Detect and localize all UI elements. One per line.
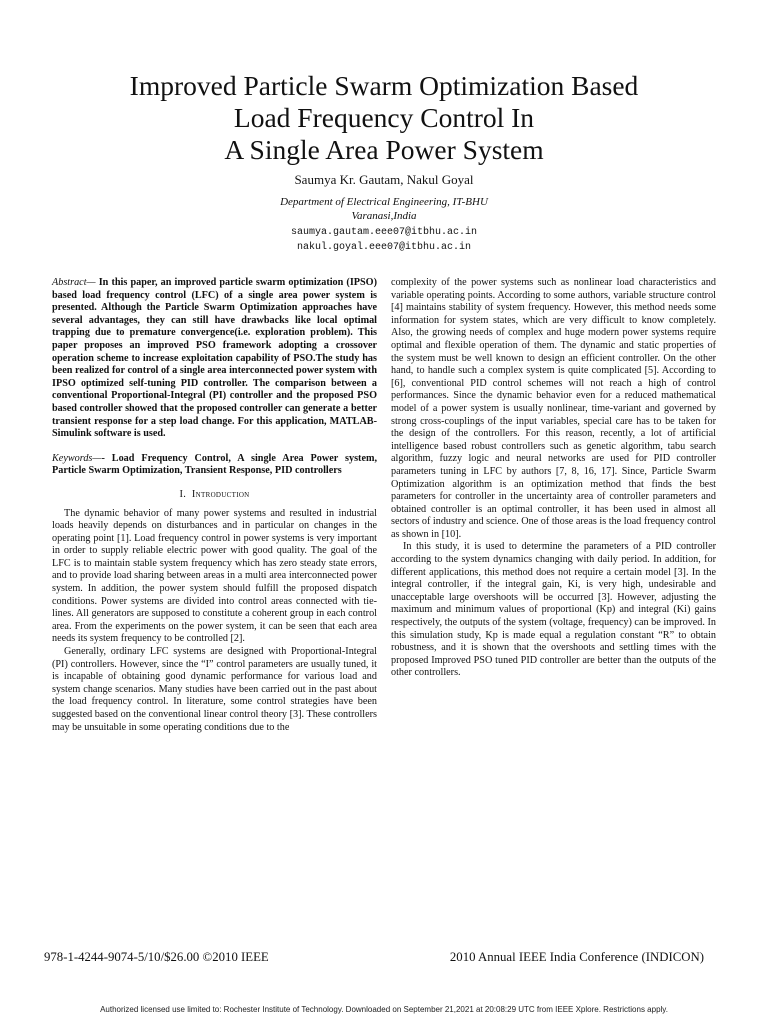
left-column <box>52 277 377 734</box>
keywords <box>52 453 377 478</box>
section-number: I. <box>179 488 187 500</box>
author-email: nakul.goyal.eee07@itbhu.ac.in <box>296 242 472 253</box>
paper-title <box>20 70 748 166</box>
abstract <box>52 277 377 441</box>
body-paragraph: The dynamic behavior of many power systems and resulted in industrial loads heavily depends on disturbances and in particular on changes in the operating point [1]. Load frequency control in power systems is very important in order to supply reliable electric power with good quality. The goal of the LFC is to maintain stable system frequency which has zero steady state errors, and to provide load sharing between areas in a multi area interconnected power system. In addition, the power system should fulfill the proposed dispatch conditions. Power systems are divided into control areas connected with tie-lines. All generators are supposed to constitute a coherent group in each control area. From the experiments on the power system, it can be seen that each area needs its system frequency to be controlled [2]. <box>52 507 377 645</box>
keywords-body: - Load Frequency Control, A single Area Power system, Particle Swarm Optimization, Transient Response, PID controllers <box>52 452 377 477</box>
affiliation <box>0 195 768 223</box>
keywords-label: Keywords— <box>52 452 102 464</box>
author-names: Saumya Kr. Gautam, Nakul Goyal <box>294 172 474 187</box>
author-email: saumya.gautam.eee07@itbhu.ac.in <box>290 227 478 238</box>
abstract-body: In this paper, an improved particle swarm optimization (IPSO) based load frequency control (LFC) of a single area power system is presented. Although the Particle Swarm Optimization approaches have several advantages, they can still have drawbacks like local optimal trapping due to premature convergence(i.e. exploration problem). This paper proposes an improved PSO framework adopting a crossover operation scheme to increase exploitation capability of PSO.The study has been realized for control of a single area interconnected power system with IPSO optimized self-tuning PID controller. The comparison between a conventional Proportional-Integral (PI) controller and the proposed PSO based controller showed that the proposed controller can generate a better transient response for a step load change. For this application, MATLAB-Simulink software is used. <box>52 277 377 440</box>
copyright-footer: 978-1-4244-9074-5/10/$26.00 ©2010 IEEE <box>44 950 269 964</box>
affiliation-location: Varanasi,India <box>351 210 417 222</box>
body-paragraph: In this study, it is used to determine the parameters of a PID controller according to the system dynamics changing with daily period. In addition, for different applications, this method does not require a certain model [3]. In the integral controller, if the integral gain, Ki, is very high, undesirable and unacceptable large overshoots will be occurred [3]. However, adjusting the maximum and minimum values of proportional (Kp) and integral (Ki) gains respectively, the outputs of the system (voltage, frequency) can be improved. In this simulation study, Kp is made equal a regulation constant “R” to obtain robustness, and it is shown that the overshoots and settling times with the proposed Improved PSO tuned PID controller are better than the outputs of the other controllers. <box>391 541 716 679</box>
abstract-label: Abstract— <box>52 277 96 288</box>
title-line: Improved Particle Swarm Optimization Based <box>129 70 639 101</box>
body-paragraph: Generally, ordinary LFC systems are designed with Proportional-Integral (PI) controllers. However, since the “I” control parameters are usually tuned, it is incapable of obtaining good dynamic performance for various load and system change scenarios. Many studies have been carried out in the past about the load frequency control. In literature, some control strategies have been suggested based on the conventional linear control theory [3]. These controllers may be unsuitable in some operating conditions due to the <box>52 646 377 733</box>
conference-footer: 2010 Annual IEEE India Conference (INDICON) <box>449 950 704 964</box>
title-line: Load Frequency Control In <box>233 102 535 133</box>
right-column <box>391 277 716 680</box>
body-paragraph: complexity of the power systems such as nonlinear load characteristics and variable operating points. According to some authors, variable structure control [4] maintains stability of system frequency. However, this method needs some information for system states, which are very difficult to know completely. Also, the growing needs of complex and huge modern power systems require optimal and flexible operation of them. The dynamic and static properties of the system must be well known to design an efficient controller. On the other hand, to handle such a complex system is quite complicated [5]. According to [6], conventional PID control schemes will not reach a high of control performances. Since the dynamic behavior even for a reduced mathematical model of a power system is usually nonlinear, time-variant and governed by strong cross-couplings of the input variables, special care has to be taken for the design of the controllers. For this reason, recently, a lot of artificial intelligence based robust controllers such as genetic algorithm, tabu search algorithm, fuzzy logic and neural networks are used for PID controller parameters tuning in LFC by authors [7, 8, 16, 17]. Since, Particle Swarm Optimization algorithm is an optimization method that finds the best parameters for controller in the uncertainty area of controller parameters and obtained controller is an optimal controller, it has been used in almost all sectors of industry and science. One of those areas is the load frequency control as shown in [10]. <box>391 277 716 540</box>
section-title: Introduction <box>191 488 250 500</box>
section-heading <box>52 489 377 502</box>
title-line: A Single Area Power System <box>224 134 544 165</box>
download-notice: Authorized licensed use limited to: Rochester Institute of Technology. Downloaded on September 21,2021 at 20:08:29 UTC from IEEE Xplore. Restrictions apply. <box>100 1005 668 1014</box>
affiliation-department: Department of Electrical Engineering, IT-BHU <box>280 196 488 208</box>
